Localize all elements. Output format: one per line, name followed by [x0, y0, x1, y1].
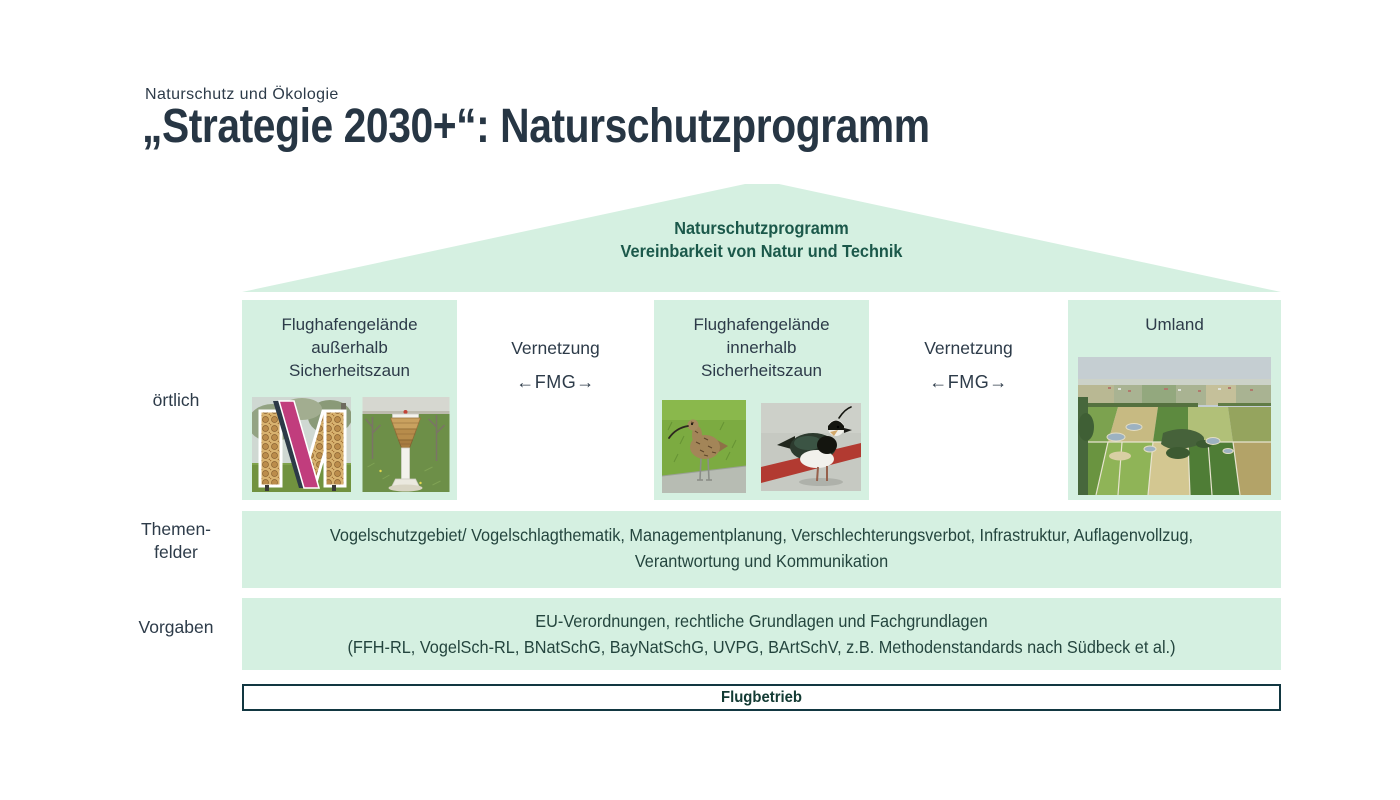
box-inside-fence: [654, 300, 869, 500]
box-umland-title: [1068, 300, 1281, 336]
row-label-themenfelder: [118, 518, 234, 564]
lapwing-photo: [761, 403, 861, 491]
box-inside-fence-title-line1: Flughafengelände: [693, 315, 830, 334]
eyebrow-label: Naturschutz und Ökologie: [145, 86, 339, 103]
box-inside-fence-title-line2: innerhalb: [726, 338, 797, 357]
pyramid-heading: [242, 217, 1281, 263]
row-label-vorgaben: Vorgaben: [138, 617, 214, 637]
connector-vernetzung-2: [869, 300, 1068, 393]
box-umland-title-line1: Umland: [1145, 315, 1204, 334]
box-outside-fence-title: [242, 300, 457, 382]
box-umland: [1068, 300, 1281, 500]
themenfelder-bar-line1: Vogelschutzgebiet/ Vogelschlagthematik, Managementplanung, Verschlechterungsverbot, Infrastruktur, Auflagenvollzug,: [329, 525, 1194, 545]
umland-aerial-photo: [1078, 357, 1271, 495]
connector-1-fmg-arrows: ←FMG→: [516, 372, 595, 392]
vorgaben-bar-line2: (FFH-RL, VogelSch-RL, BNatSchG, BayNatSchG, UVPG, BArtSchV, z.B. Methodenstandards nach Südbeck et al.): [347, 637, 1176, 657]
vorgaben-bar-line1: EU-Verordnungen, rechtliche Grundlagen und Fachgrundlagen: [535, 611, 988, 631]
box-inside-fence-title-line3: Sicherheitszaun: [701, 361, 822, 380]
box-outside-fence: [242, 300, 457, 500]
vorgaben-bar: [242, 598, 1281, 670]
bird-feeder-photo: [362, 397, 450, 492]
box-outside-fence-title-line3: Sicherheitszaun: [289, 361, 410, 380]
connector-1-label: Vernetzung: [511, 338, 600, 358]
pyramid-heading-line2: Vereinbarkeit von Natur und Technik: [620, 241, 903, 261]
curlew-photo: [662, 400, 746, 493]
flugbetrieb-bar: [242, 684, 1281, 711]
flugbetrieb-bar-label: Flugbetrieb: [720, 689, 802, 706]
page-title: „Strategie 2030+“: Naturschutzprogramm: [142, 100, 930, 153]
row-label-themenfelder-line2: felder: [154, 542, 198, 562]
themenfelder-bar: [242, 511, 1281, 588]
pyramid-heading-line1: Naturschutzprogramm: [674, 218, 849, 238]
connector-2-fmg-arrows: ←FMG→: [929, 372, 1008, 392]
connector-2-label: Vernetzung: [924, 338, 1013, 358]
box-outside-fence-title-line1: Flughafengelände: [281, 315, 418, 334]
box-inside-fence-title: [654, 300, 869, 382]
row-label-themenfelder-line1: Themen-: [140, 519, 212, 539]
box-outside-fence-title-line2: außerhalb: [311, 338, 388, 357]
themenfelder-bar-line2: Verantwortung und Kommunikation: [634, 551, 889, 571]
insect-hotel-m-photo: [252, 397, 351, 492]
row-label-oertlich: örtlich: [152, 390, 200, 410]
connector-vernetzung-1: [457, 300, 654, 393]
